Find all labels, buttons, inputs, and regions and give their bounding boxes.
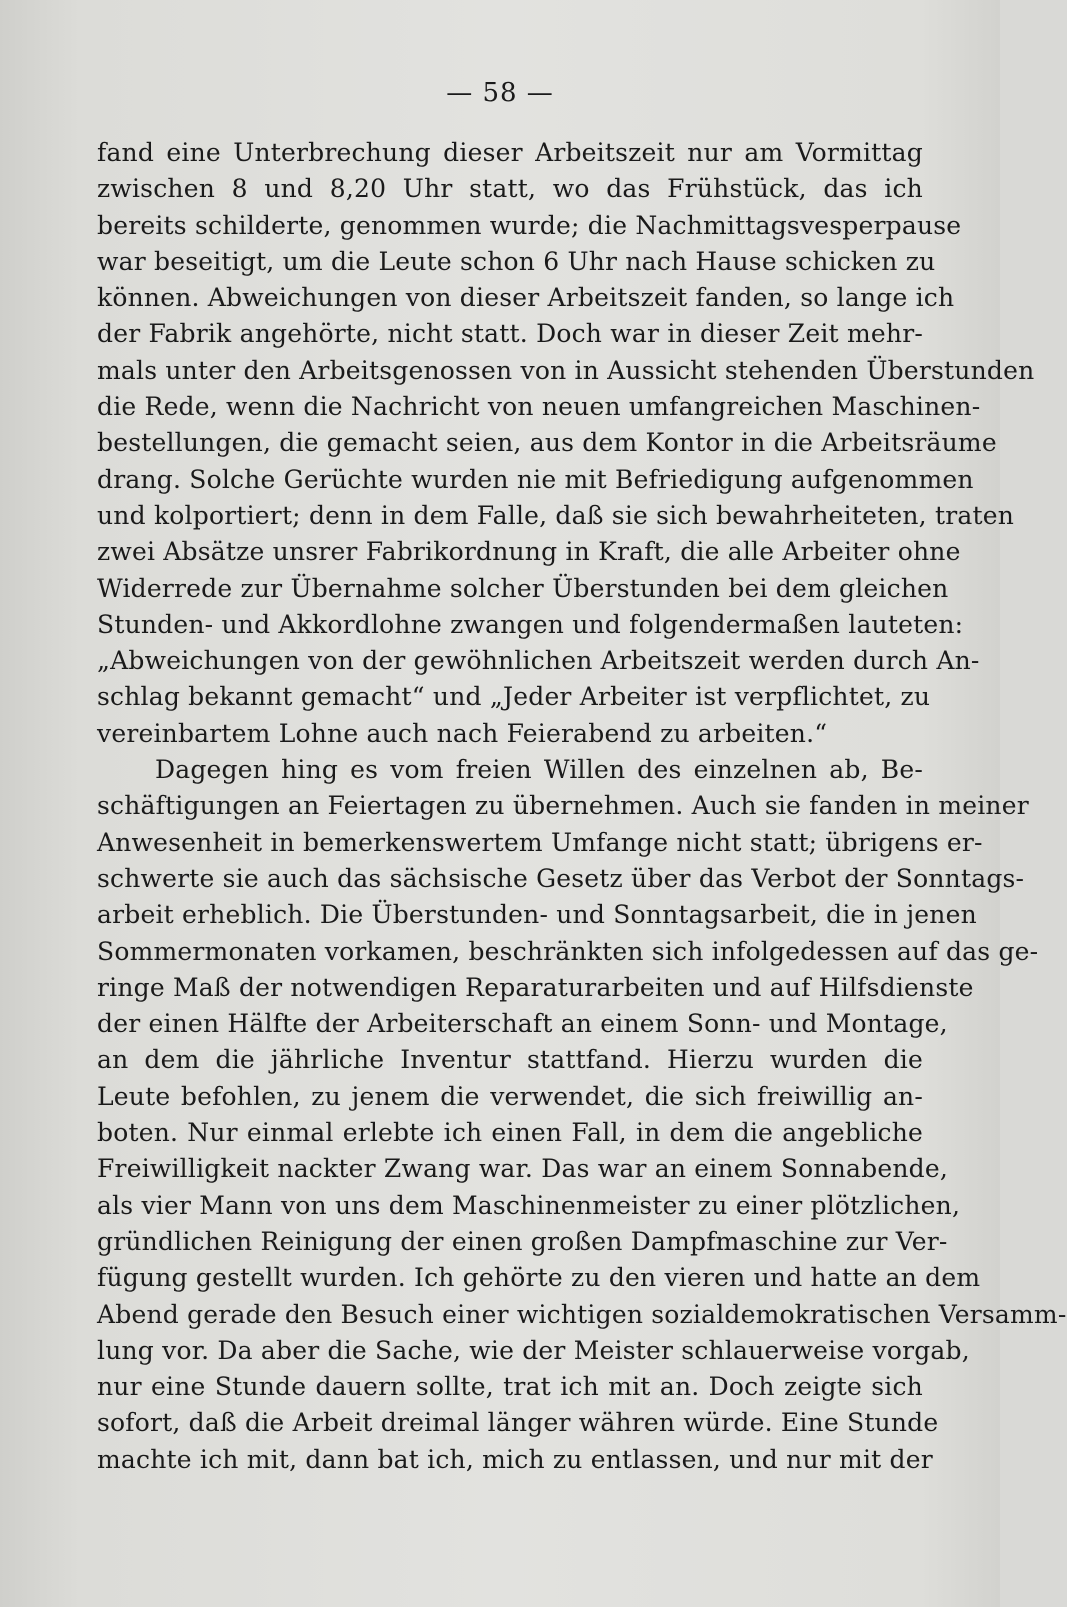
text-line: Dagegen hing es vom freien Willen des einzelnen ab, Be- bbox=[155, 755, 923, 785]
text-line: Abend gerade den Besuch einer wichtigen sozialdemokratischen Versamm- bbox=[97, 1299, 1067, 1329]
text-line: gründlichen Reinigung der einen großen Dampfmaschine zur Ver- bbox=[97, 1226, 948, 1256]
text-line: arbeit erheblich. Die Überstunden- und Sonntagsarbeit, die in jenen bbox=[97, 900, 977, 930]
text-line: und kolportiert; denn in dem Falle, daß sie sich bewahrheiteten, traten bbox=[97, 500, 1014, 530]
text-line: war beseitigt, um die Leute schon 6 Uhr nach Hause schicken zu bbox=[97, 246, 936, 276]
text-line: Widerrede zur Übernahme solcher Überstunden bei dem gleichen bbox=[97, 573, 949, 603]
text-line: sofort, daß die Arbeit dreimal länger währen würde. Eine Stunde bbox=[97, 1408, 939, 1438]
text-line: „Abweichungen von der gewöhnlichen Arbeitszeit werden durch An- bbox=[97, 646, 980, 676]
page-number: — 58 — bbox=[446, 78, 554, 108]
text-line: bereits schilderte, genommen wurde; die Nachmittagsvesperpause bbox=[97, 210, 962, 240]
paragraph bbox=[97, 752, 1067, 1478]
text-line: boten. Nur einmal erlebte ich einen Fall, in dem die angebliche bbox=[97, 1118, 923, 1148]
text-line: Anwesenheit in bemerkenswertem Umfange nicht statt; übrigens er- bbox=[97, 827, 983, 857]
text-line: Freiwilligkeit nackter Zwang war. Das war an einem Sonnabende, bbox=[97, 1154, 948, 1184]
text-line: bestellungen, die gemacht seien, aus dem Kontor in die Arbeitsräume bbox=[97, 428, 997, 458]
text-line: zwischen 8 und 8,20 Uhr statt, wo das Frühstück, das ich bbox=[97, 174, 923, 204]
text-line: können. Abweichungen von dieser Arbeitszeit fanden, so lange ich bbox=[97, 283, 955, 313]
text-line: Stunden- und Akkordlohne zwangen und folgendermaßen lauteten: bbox=[97, 609, 964, 639]
text-line: schwerte sie auch das sächsische Gesetz über das Verbot der Sonntags- bbox=[97, 863, 1025, 893]
text-line: schlag bekannt gemacht“ und „Jeder Arbeiter ist verpflichtet, zu bbox=[97, 682, 931, 712]
text-line: nur eine Stunde dauern sollte, trat ich mit an. Doch zeigte sich bbox=[97, 1372, 923, 1402]
text-line: fügung gestellt wurden. Ich gehörte zu den vieren und hatte an dem bbox=[97, 1263, 981, 1293]
text-line: Sommermonaten vorkamen, beschränkten sich infolgedessen auf das ge- bbox=[97, 936, 1039, 966]
text-line: der einen Hälfte der Arbeiterschaft an einem Sonn- und Montage, bbox=[97, 1009, 948, 1039]
text-line: die Rede, wenn die Nachricht von neuen umfangreichen Maschinen- bbox=[97, 392, 981, 422]
text-line: vereinbartem Lohne auch nach Feierabend zu arbeiten.“ bbox=[97, 718, 828, 748]
text-line: zwei Absätze unsrer Fabrikordnung in Kraft, die alle Arbeiter ohne bbox=[97, 537, 961, 567]
text-line: machte ich mit, dann bat ich, mich zu entlassen, und nur mit der bbox=[97, 1444, 933, 1474]
body-text bbox=[97, 135, 1067, 1478]
text-line: ringe Maß der notwendigen Reparaturarbeiten und auf Hilfsdienste bbox=[97, 972, 974, 1002]
text-line: fand eine Unterbrechung dieser Arbeitszeit nur am Vormittag bbox=[97, 138, 923, 167]
text-line: schäftigungen an Feiertagen zu übernehmen. Auch sie fanden in meiner bbox=[97, 791, 1029, 821]
text-line: der Fabrik angehörte, nicht statt. Doch war in dieser Zeit mehr- bbox=[97, 319, 923, 349]
text-line: drang. Solche Gerüchte wurden nie mit Befriedigung aufgenommen bbox=[97, 464, 974, 494]
text-line: mals unter den Arbeitsgenossen von in Aussicht stehenden Überstunden bbox=[97, 355, 1035, 385]
text-line: Leute befohlen, zu jenem die verwendet, die sich freiwillig an- bbox=[97, 1081, 923, 1111]
text-line: an dem die jährliche Inventur stattfand. Hierzu wurden die bbox=[97, 1045, 923, 1075]
text-line: lung vor. Da aber die Sache, wie der Meister schlauerweise vorgab, bbox=[97, 1335, 970, 1365]
text-line: als vier Mann von uns dem Maschinenmeister zu einer plötzlichen, bbox=[97, 1190, 961, 1220]
paragraph bbox=[97, 135, 1035, 752]
